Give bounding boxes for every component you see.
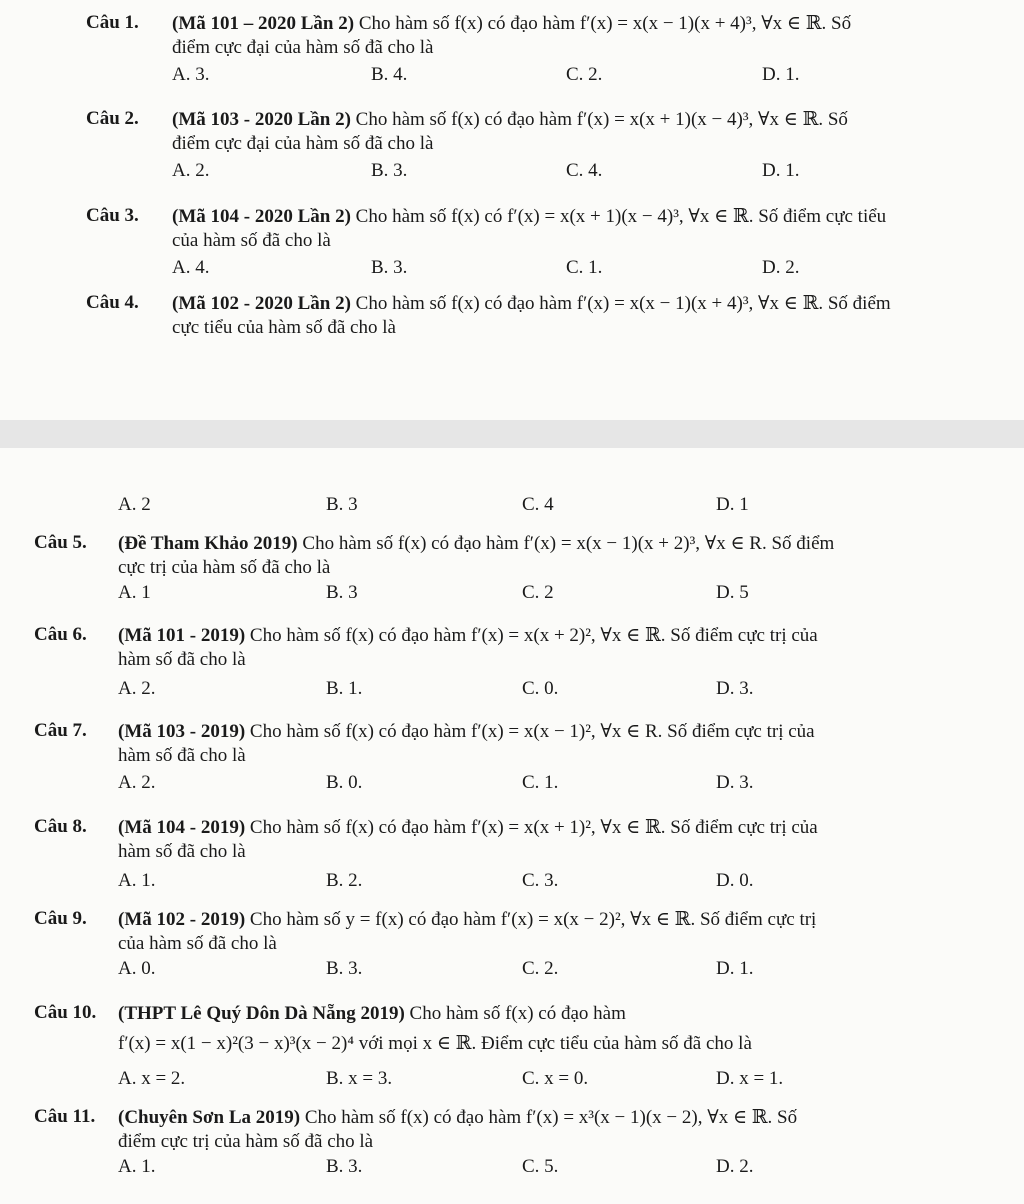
question-stem-line2: hàm số đã cho là	[118, 649, 246, 670]
option-b[interactable]: B. x = 3.	[326, 1068, 393, 1089]
option-c[interactable]: C. 3.	[522, 870, 559, 891]
question-text	[118, 624, 934, 672]
bottom-page-panel	[0, 448, 1024, 1204]
question-source: (Mã 102 - 2019)	[118, 909, 246, 930]
option-d[interactable]: D. x = 1.	[716, 1068, 784, 1089]
question-stem: Cho hàm số f(x) có đạo hàm f′(x) = x(x + 1)², ∀x ∈ ℝ. Số điểm cực trị của	[245, 817, 818, 838]
question-stem-line2: cực tiểu của hàm số đã cho là	[172, 317, 396, 338]
question-stem: Cho hàm số f(x) có đạo hàm f′(x) = x(x + 2)², ∀x ∈ ℝ. Số điểm cực trị của	[245, 625, 818, 646]
option-d[interactable]: D. 1	[716, 494, 749, 515]
option-b[interactable]: B. 3.	[371, 160, 408, 181]
question-number: Câu 6.	[34, 624, 87, 645]
option-d[interactable]: D. 1.	[762, 160, 800, 181]
question-stem-line2: của hàm số đã cho là	[118, 933, 277, 954]
question-number: Câu 1.	[86, 12, 139, 33]
question-number: Câu 9.	[34, 908, 87, 929]
question-source: (THPT Lê Quý Dôn Dà Nẵng 2019)	[118, 1003, 405, 1024]
option-c[interactable]: C. x = 0.	[522, 1068, 589, 1089]
option-a[interactable]: A. 4.	[172, 257, 210, 278]
answer-options	[0, 958, 1024, 982]
question-source: (Mã 104 - 2019)	[118, 817, 246, 838]
question-source: (Mã 103 - 2020 Lần 2)	[172, 109, 351, 130]
question-stem-line2: f′(x) = x(1 − x)²(3 − x)³(x − 2)⁴ với mọi x ∈ ℝ. Điểm cực tiểu của hàm số đã cho là	[118, 1033, 752, 1054]
option-d[interactable]: D. 3.	[716, 678, 754, 699]
question-stem: Cho hàm số f(x) có đạo hàm f′(x) = x(x − 1)(x + 4)³, ∀x ∈ ℝ. Số điểm	[350, 293, 891, 314]
option-b[interactable]: B. 4.	[371, 64, 408, 85]
question-text	[172, 205, 984, 253]
option-a[interactable]: A. 1.	[118, 870, 156, 891]
question-source: (Chuyên Sơn La 2019)	[118, 1107, 301, 1128]
question-number: Câu 2.	[86, 108, 139, 129]
question-number: Câu 5.	[34, 532, 87, 553]
question-stem: Cho hàm số f(x) có đạo hàm f′(x) = x³(x − 1)(x − 2), ∀x ∈ ℝ. Số	[300, 1107, 798, 1128]
question-text	[118, 908, 934, 956]
question-source: (Mã 103 - 2019)	[118, 721, 246, 742]
answer-options	[0, 678, 1024, 702]
question-stem-line2: điểm cực đại của hàm số đã cho là	[172, 37, 434, 58]
option-b[interactable]: B. 3	[326, 494, 358, 515]
option-a[interactable]: A. 2.	[172, 160, 210, 181]
answer-options	[0, 64, 1024, 88]
question-number: Câu 7.	[34, 720, 87, 741]
question-stem: Cho hàm số f(x) có đạo hàm f′(x) = x(x − 1)(x + 2)³, ∀x ∈ R. Số điểm	[297, 533, 835, 554]
answer-options	[0, 1156, 1024, 1180]
question-text	[118, 720, 934, 768]
top-page-panel	[0, 0, 1024, 420]
question-text	[118, 816, 934, 864]
option-c[interactable]: C. 2.	[522, 958, 559, 979]
question-number: Câu 4.	[86, 292, 139, 313]
question-source: (Mã 101 - 2019)	[118, 625, 246, 646]
answer-options	[0, 582, 1024, 606]
question-source: (Mã 101 – 2020 Lần 2)	[172, 13, 355, 34]
question-text	[118, 532, 934, 580]
option-c[interactable]: C. 1.	[566, 257, 603, 278]
answer-options	[0, 1068, 1024, 1092]
answer-options	[0, 160, 1024, 184]
option-c[interactable]: C. 5.	[522, 1156, 559, 1177]
answer-options	[0, 772, 1024, 796]
option-a[interactable]: A. 3.	[172, 64, 210, 85]
question-text	[172, 12, 984, 60]
question-stem: Cho hàm số f(x) có đạo hàm f′(x) = x(x − 1)(x + 4)³, ∀x ∈ ℝ. Số	[354, 13, 852, 34]
option-a[interactable]: A. 1.	[118, 1156, 156, 1177]
option-a[interactable]: A. 0.	[118, 958, 156, 979]
option-b[interactable]: B. 3.	[326, 1156, 363, 1177]
question-stem-line2: hàm số đã cho là	[118, 841, 246, 862]
question-number: Câu 3.	[86, 205, 139, 226]
option-a[interactable]: A. 2	[118, 494, 151, 515]
question-stem-line2: hàm số đã cho là	[118, 745, 246, 766]
question-source: (Mã 104 - 2020 Lần 2)	[172, 206, 351, 227]
answer-options	[0, 257, 1024, 281]
option-d[interactable]: D. 3.	[716, 772, 754, 793]
question-stem-line2: cực trị của hàm số đã cho là	[118, 557, 331, 578]
page-divider	[0, 420, 1024, 448]
option-d[interactable]: D. 1.	[716, 958, 754, 979]
option-c[interactable]: C. 4.	[566, 160, 603, 181]
question-stem-line2: của hàm số đã cho là	[172, 230, 331, 251]
question-stem: Cho hàm số f(x) có đạo hàm f′(x) = x(x + 1)(x − 4)³, ∀x ∈ ℝ. Số	[350, 109, 848, 130]
option-c[interactable]: C. 0.	[522, 678, 559, 699]
option-a[interactable]: A. 2.	[118, 772, 156, 793]
option-d[interactable]: D. 2.	[716, 1156, 754, 1177]
option-d[interactable]: D. 2.	[762, 257, 800, 278]
question-stem: Cho hàm số f(x) có đạo hàm f′(x) = x(x − 1)², ∀x ∈ R. Số điểm cực trị của	[245, 721, 815, 742]
question-text	[172, 108, 984, 156]
answer-options	[0, 870, 1024, 894]
option-b[interactable]: B. 3	[326, 582, 358, 603]
question-stem-line2: điểm cực đại của hàm số đã cho là	[172, 133, 434, 154]
option-c[interactable]: C. 4	[522, 494, 554, 515]
question-stem: Cho hàm số y = f(x) có đạo hàm f′(x) = x(x − 2)², ∀x ∈ ℝ. Số điểm cực trị	[245, 909, 817, 930]
question-stem-line2: điểm cực trị của hàm số đã cho là	[118, 1131, 374, 1152]
question-source: (Mã 102 - 2020 Lần 2)	[172, 293, 351, 314]
question-number: Câu 8.	[34, 816, 87, 837]
option-d[interactable]: D. 5	[716, 582, 749, 603]
question-stem: Cho hàm số f(x) có đạo hàm	[404, 1003, 626, 1024]
option-b[interactable]: B. 2.	[326, 870, 363, 891]
option-b[interactable]: B. 3.	[371, 257, 408, 278]
question-stem: Cho hàm số f(x) có f′(x) = x(x + 1)(x − 4)³, ∀x ∈ ℝ. Số điểm cực tiểu	[350, 206, 887, 227]
option-a[interactable]: A. x = 2.	[118, 1068, 186, 1089]
question-number: Câu 11.	[34, 1106, 96, 1127]
option-b[interactable]: B. 1.	[326, 678, 363, 699]
option-b[interactable]: B. 3.	[326, 958, 363, 979]
option-d[interactable]: D. 1.	[762, 64, 800, 85]
option-c[interactable]: C. 2	[522, 582, 554, 603]
option-c[interactable]: C. 1.	[522, 772, 559, 793]
option-a[interactable]: A. 1	[118, 582, 151, 603]
option-a[interactable]: A. 2.	[118, 678, 156, 699]
continued-answer-options	[0, 494, 1024, 518]
option-c[interactable]: C. 2.	[566, 64, 603, 85]
question-text	[118, 1002, 934, 1056]
question-source: (Đề Tham Khảo 2019)	[118, 533, 298, 554]
question-text	[118, 1106, 934, 1154]
question-number: Câu 10.	[34, 1002, 97, 1023]
question-text	[172, 292, 984, 340]
option-d[interactable]: D. 0.	[716, 870, 754, 891]
option-b[interactable]: B. 0.	[326, 772, 363, 793]
